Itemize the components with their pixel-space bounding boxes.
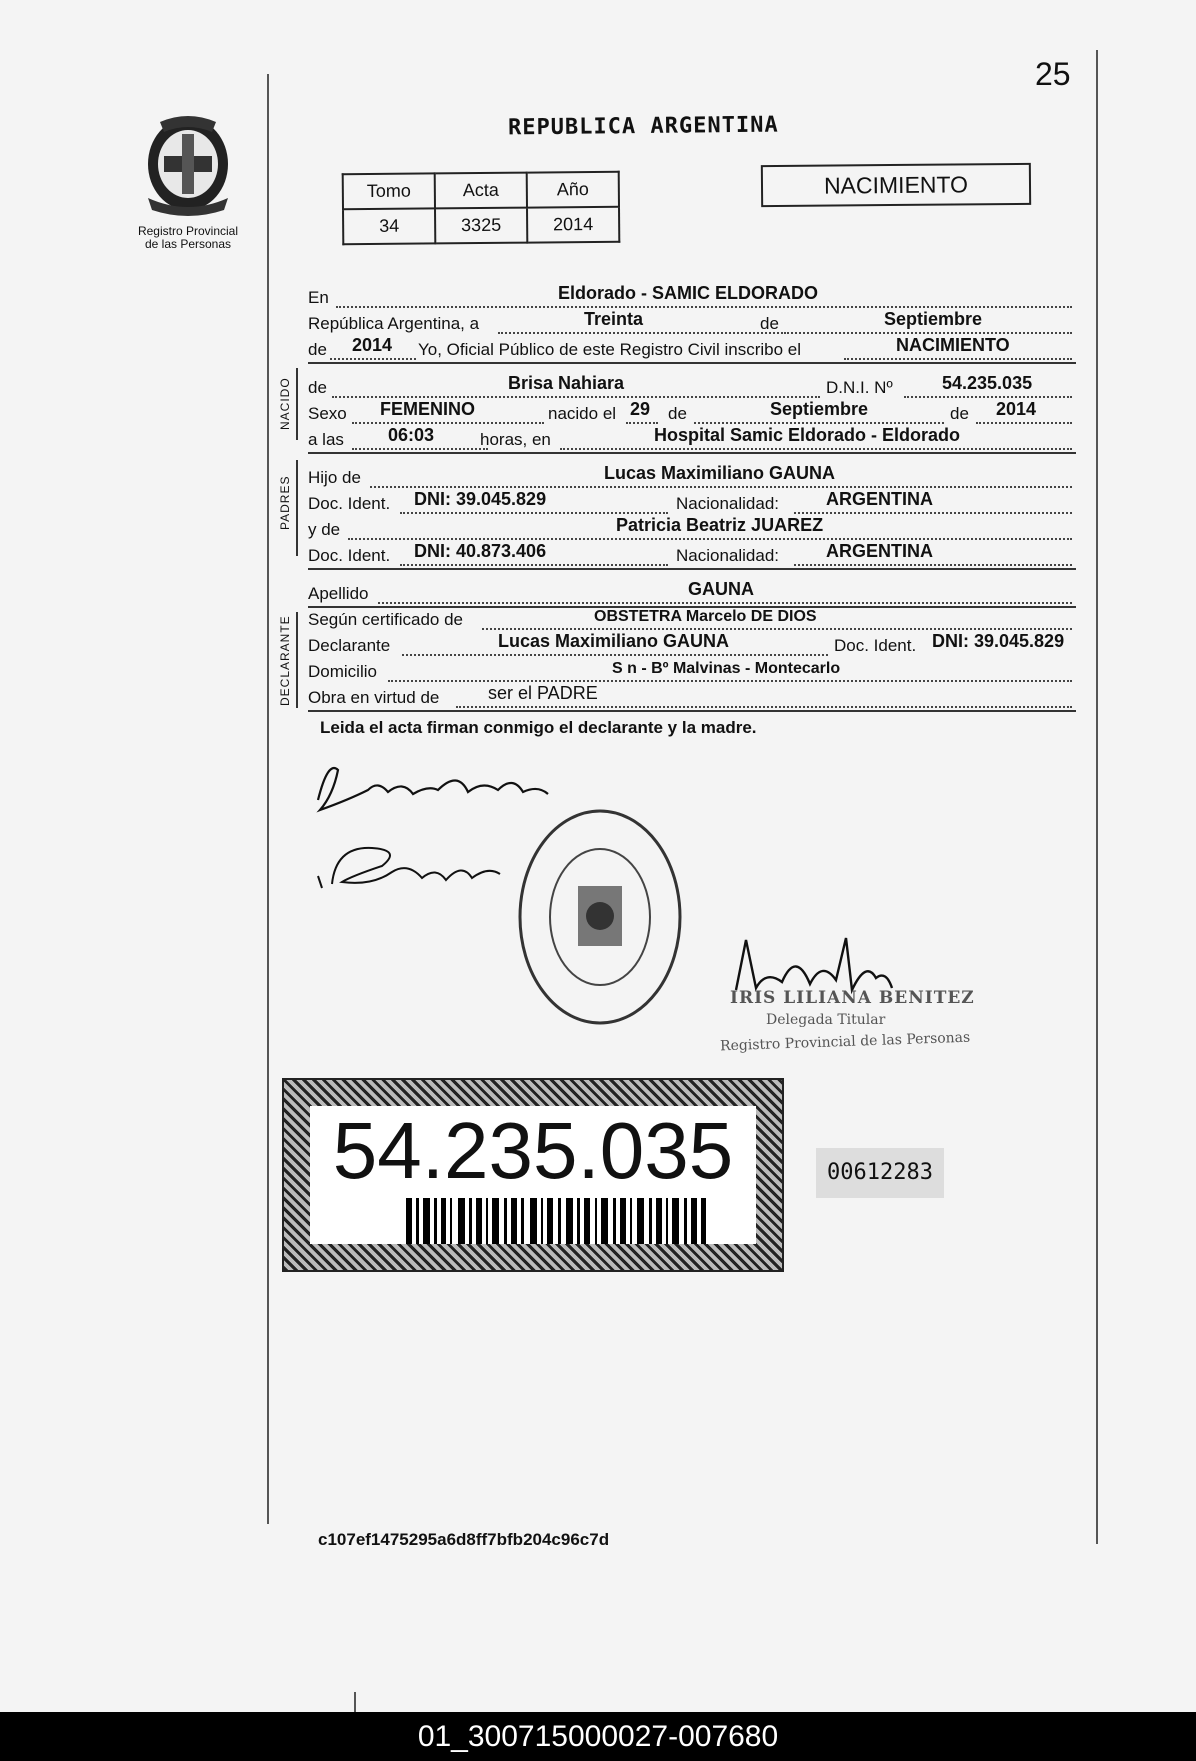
decl-doc-label: Doc. Ident. [834, 636, 917, 655]
officer-title: Delegada Titular [766, 1012, 886, 1028]
separator-5 [308, 710, 1076, 712]
father-name-value: Lucas Maximiliano GAUNA [604, 463, 836, 483]
line-date [308, 309, 1076, 336]
mother-signature [312, 826, 512, 906]
hora-label: a las [308, 430, 344, 449]
left-margin-line [267, 74, 269, 1524]
child-dni-value: 54.235.035 [942, 373, 1033, 393]
barcode-number: 54.235.035 [332, 1106, 734, 1195]
horas-label: horas, en [480, 430, 551, 449]
line-place [308, 283, 1076, 310]
bottom-tick [354, 1692, 356, 1712]
birth-day-value: 29 [630, 399, 651, 419]
seal-stamp-icon [516, 806, 684, 1028]
mother-doc-label: Doc. Ident. [308, 546, 391, 565]
mother-name-value: Patricia Beatriz JUAREZ [616, 515, 824, 535]
acta-value: 3325 [435, 208, 527, 244]
decl-doc-value: DNI: 39.045.829 [932, 631, 1065, 651]
y-de-label: y de [308, 520, 341, 539]
dom-value: S n - Bº Malvinas - Montecarlo [612, 660, 841, 677]
scan-footer-id: 01_300715000027-007680 [0, 1712, 1196, 1761]
line-officer [308, 335, 1076, 362]
birth-de2-label: de [950, 404, 969, 423]
father-nac-value: ARGENTINA [826, 489, 933, 509]
logo-label-2: de las Personas [144, 237, 232, 251]
birth-de-label: de [668, 404, 687, 423]
act-type-value: NACIMIENTO [896, 335, 1010, 355]
anio-header: Año [527, 172, 619, 208]
province-emblem-icon [138, 112, 238, 220]
decl-label: Declarante [308, 636, 391, 655]
hora-value: 06:03 [388, 425, 435, 445]
serial-number: 00612283 [816, 1148, 944, 1198]
obra-value: ser el PADRE [488, 683, 598, 703]
line-domicile [308, 660, 1076, 684]
page-number: 25 [1035, 56, 1071, 92]
sexo-label: Sexo [308, 404, 347, 423]
document-type-box: NACIMIENTO [761, 163, 1031, 207]
mother-nac-value: ARGENTINA [826, 541, 933, 561]
lugar-value: Hospital Samic Eldorado - Eldorado [654, 425, 961, 445]
line-mother-doc [308, 541, 1076, 568]
obra-label: Obra en virtud de [308, 688, 440, 707]
line-mother-name [308, 515, 1076, 542]
registry-table [342, 171, 621, 245]
year-value: 2014 [352, 335, 393, 355]
anio-value: 2014 [527, 207, 619, 243]
de-label: de [760, 314, 779, 333]
birth-month-value: Septiembre [770, 399, 869, 419]
country-title: REPUBLICA ARGENTINA [507, 112, 779, 141]
nacido-section-label: NACIDO [278, 377, 292, 430]
apellido-label: Apellido [308, 584, 369, 603]
officer-org: Registro Provincial de las Personas [719, 1029, 971, 1055]
republic-label: República Argentina, a [308, 314, 480, 333]
cert-label: Según certificado de [308, 610, 463, 629]
padres-section-label: PADRES [278, 475, 292, 530]
line-obra [308, 683, 1076, 710]
year-de-label: de [308, 340, 327, 359]
logo-label-1: Registro Provincial [137, 224, 239, 238]
father-doc-label: Doc. Ident. [308, 494, 391, 513]
dni-label: D.N.I. Nº [826, 378, 893, 397]
line-certificate [308, 608, 1076, 632]
sexo-value: FEMENINO [380, 399, 476, 419]
officer-name: IRIS LILIANA BENITEZ [730, 988, 975, 1008]
right-margin-line [1096, 50, 1098, 1544]
apellido-value: GAUNA [688, 579, 754, 599]
father-doc-value: DNI: 39.045.829 [414, 489, 547, 509]
line-child-time [308, 425, 1076, 452]
day-value: Treinta [584, 309, 644, 329]
barcode-bars-icon [406, 1198, 706, 1244]
registry-logo [128, 112, 248, 251]
child-name-value: Brisa Nahiara [508, 373, 625, 393]
en-label: En [308, 288, 329, 307]
line-apellido [308, 579, 1076, 606]
dom-label: Domicilio [308, 662, 377, 681]
tomo-header: Tomo [343, 173, 435, 209]
barcode-label [282, 1078, 784, 1272]
father-nac-label: Nacionalidad: [676, 494, 780, 513]
month-value: Septiembre [884, 309, 983, 329]
place-value: Eldorado - SAMIC ELDORADO [558, 283, 818, 303]
declarante-section-label: DECLARANTE [278, 615, 292, 706]
hijo-label: Hijo de [308, 468, 361, 487]
document-hash: c107ef1475295a6d8ff7bfb204c96c7d [318, 1530, 610, 1549]
line-child-sex [308, 399, 1076, 426]
officer-text: Yo, Oficial Público de este Registro Civil inscribo el [418, 340, 801, 359]
nacido-label: nacido el [548, 404, 617, 423]
closing-statement: Leida el acta firman conmigo el declarante y la madre. [320, 718, 757, 737]
line-father-name [308, 463, 1076, 490]
child-de-label: de [308, 378, 327, 397]
line-father-doc [308, 489, 1076, 516]
decl-name-value: Lucas Maximiliano GAUNA [498, 631, 730, 651]
separator-3 [308, 568, 1076, 570]
separator-1 [308, 362, 1076, 364]
mother-nac-label: Nacionalidad: [676, 546, 780, 565]
mother-doc-value: DNI: 40.873.406 [414, 541, 547, 561]
acta-header: Acta [435, 173, 527, 209]
tomo-value: 34 [343, 208, 435, 244]
line-declarant [308, 631, 1076, 658]
official-seal [516, 806, 684, 1028]
separator-2 [308, 452, 1076, 454]
cert-value: OBSTETRA Marcelo DE DIOS [594, 608, 817, 625]
birth-year-value: 2014 [996, 399, 1037, 419]
line-child-name [308, 373, 1076, 400]
